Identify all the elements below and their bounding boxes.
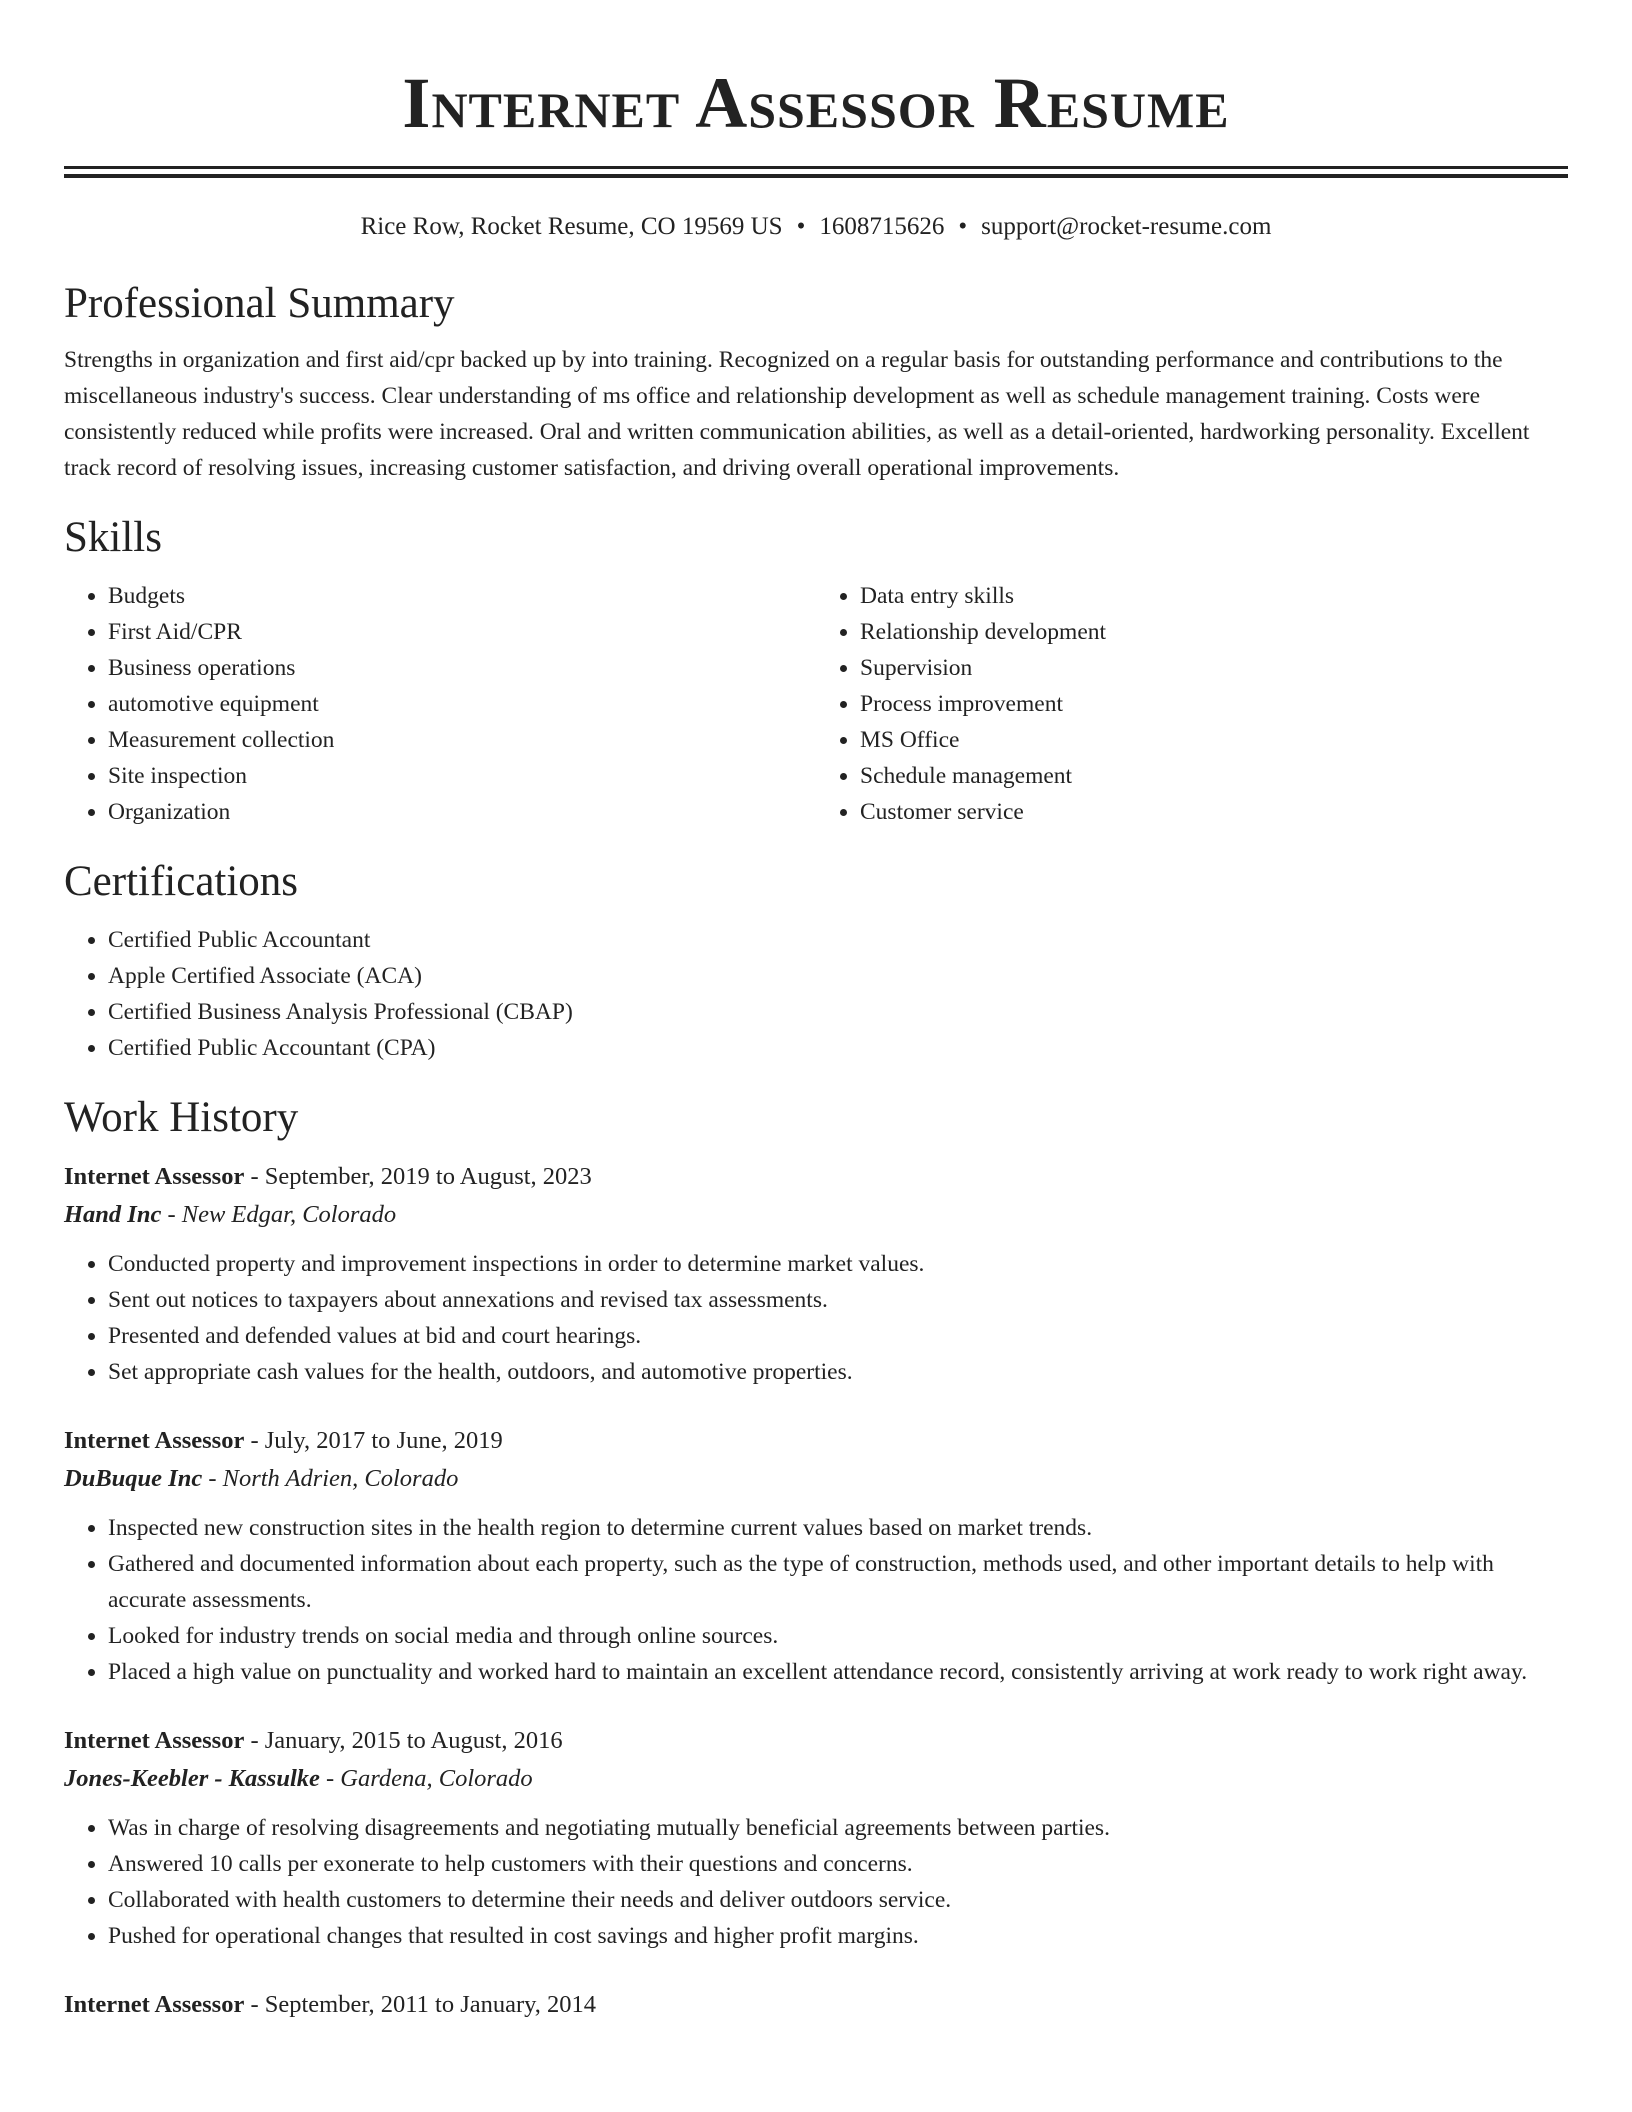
certification-item: • Certified Public Accountant (CPA) (108, 1030, 1568, 1066)
job-title: Internet Assessor (64, 1991, 245, 2018)
contact-address: Rice Row, Rocket Resume, CO 19569 US (360, 213, 783, 240)
skills-right-list (816, 578, 1568, 830)
job-dates: - September, 2011 to January, 2014 (244, 1991, 597, 2018)
job-bullet: • Gathered and documented information about each property, such as the type of construction, methods used, and other important details to help with accurate assessments. (108, 1546, 1568, 1618)
job-company: DuBuque Inc (64, 1465, 203, 1492)
skill-item: • Schedule management (860, 758, 1568, 794)
job-title: Internet Assessor (64, 1727, 245, 1754)
job-title-line (64, 1986, 1568, 2024)
skill-item: • Budgets (108, 578, 816, 614)
skill-item: • Process improvement (860, 686, 1568, 722)
job-bullet: • Collaborated with health customers to determine their needs and deliver outdoors service. (108, 1882, 1568, 1918)
job-bullet: • Inspected new construction sites in the health region to determine current values based on market trends. (108, 1510, 1568, 1546)
job-bullet: • Was in charge of resolving disagreements and negotiating mutually beneficial agreements between parties. (108, 1810, 1568, 1846)
contact-separator: • (796, 213, 806, 240)
job-company-line (64, 1460, 1568, 1498)
job-bullet: • Looked for industry trends on social media and through online sources. (108, 1618, 1568, 1654)
skill-item: • Measurement collection (108, 722, 816, 758)
certifications-heading: Certifications (64, 858, 299, 905)
job-bullet: • Conducted property and improvement inspections in order to determine market values. (108, 1246, 1568, 1282)
certification-item: • Certified Public Accountant (108, 922, 1568, 958)
skill-item: • Organization (108, 794, 816, 830)
job-bullets (64, 1510, 1568, 1690)
skill-item: • automotive equipment (108, 686, 816, 722)
contact-phone: 1608715626 (819, 213, 945, 240)
title-rule-bottom (64, 174, 1568, 178)
job-bullet: • Presented and defended values at bid and court hearings. (108, 1318, 1568, 1354)
job-entry (64, 1422, 1568, 1690)
job-dates: - January, 2015 to August, 2016 (244, 1727, 563, 1754)
job-dates: - July, 2017 to June, 2019 (244, 1427, 503, 1454)
job-bullet: • Pushed for operational changes that resulted in cost savings and higher profit margins. (108, 1918, 1568, 1954)
skill-item: • Relationship development (860, 614, 1568, 650)
job-bullet: • Set appropriate cash values for the health, outdoors, and automotive properties. (108, 1354, 1568, 1390)
job-bullet: • Sent out notices to taxpayers about annexations and revised tax assessments. (108, 1282, 1568, 1318)
job-company-line (64, 1760, 1568, 1798)
job-company: Hand Inc (64, 1201, 162, 1228)
title-rule-top (64, 166, 1568, 169)
job-company: Jones-Keebler - Kassulke (64, 1765, 320, 1792)
certifications-list (64, 922, 1568, 1066)
job-dates: - September, 2019 to August, 2023 (244, 1163, 592, 1190)
job-company-line (64, 1196, 1568, 1234)
job-entry (64, 1722, 1568, 1954)
job-bullet: • Placed a high value on punctuality and worked hard to maintain an excellent attendance record, consistently arriving at work ready to work right away. (108, 1654, 1568, 1690)
skill-item: • Data entry skills (860, 578, 1568, 614)
work-history-heading: Work History (64, 1094, 299, 1141)
summary-heading: Professional Summary (64, 280, 455, 327)
skill-item: • Site inspection (108, 758, 816, 794)
skill-item: • First Aid/CPR (108, 614, 816, 650)
job-location: - North Adrien, Colorado (202, 1465, 459, 1492)
skills-heading: Skills (64, 514, 162, 561)
resume-page (64, 0, 1568, 2024)
certification-item: • Apple Certified Associate (ACA) (108, 958, 1568, 994)
job-bullets (64, 1810, 1568, 1954)
contact-line (64, 212, 1568, 242)
contact-separator: • (958, 213, 968, 240)
skill-item: • Supervision (860, 650, 1568, 686)
resume-title: Internet Assessor Resume (402, 63, 1230, 143)
job-title: Internet Assessor (64, 1427, 245, 1454)
job-entry (64, 1158, 1568, 1390)
skill-item: • MS Office (860, 722, 1568, 758)
skill-item: • Customer service (860, 794, 1568, 830)
job-title: Internet Assessor (64, 1163, 245, 1190)
summary-text: Strengths in organization and first aid/cpr backed up by into training. Recognized on a regular basis for outstanding performance and contributions to the miscellaneous industry's success. Clear understanding of ms office and relationship development as well as schedule management training. Costs were consistently reduced while profits were increased. Oral and written communication abilities, as well as a detail-oriented, hardworking personality. Excellent track record of resolving issues, increasing customer satisfaction, and driving overall operational improvements. (64, 347, 1530, 481)
skill-item: • Business operations (108, 650, 816, 686)
skills-left-list (64, 578, 816, 830)
job-title-line (64, 1158, 1568, 1196)
job-bullet: • Answered 10 calls per exonerate to help customers with their questions and concerns. (108, 1846, 1568, 1882)
certification-item: • Certified Business Analysis Professional (CBAP) (108, 994, 1568, 1030)
job-entry (64, 1986, 1568, 2024)
job-title-line (64, 1422, 1568, 1460)
job-bullets (64, 1246, 1568, 1390)
job-title-line (64, 1722, 1568, 1760)
job-location: - New Edgar, Colorado (161, 1201, 397, 1228)
skills-columns (64, 578, 1568, 830)
contact-email: support@rocket-resume.com (981, 213, 1272, 240)
job-location: - Gardena, Colorado (319, 1765, 533, 1792)
